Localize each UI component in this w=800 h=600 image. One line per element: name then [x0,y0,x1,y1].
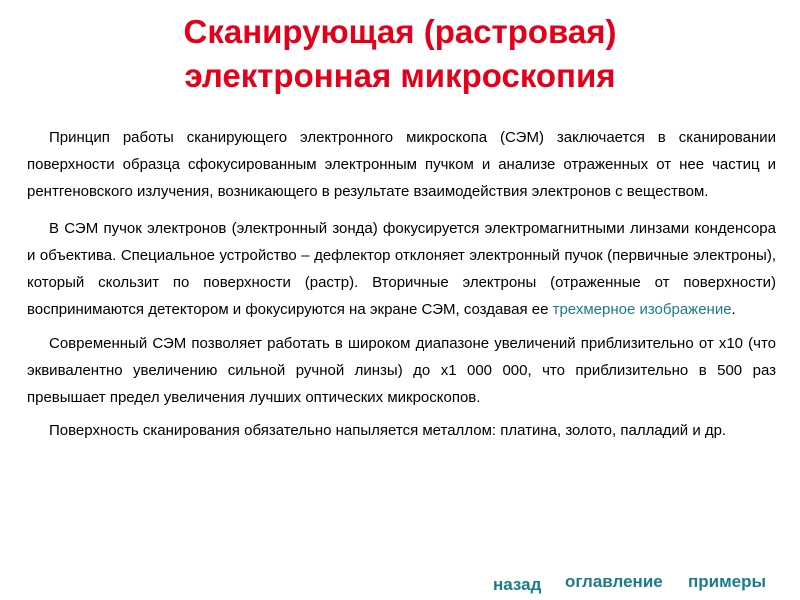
paragraph-coating: Поверхность сканирования обязательно напыляется металлом: платина, золото, палладий и др. [49,422,727,439]
contents-link[interactable]: оглавление [565,572,663,591]
paragraph-beam-text: В СЭМ пучок электронов (электронный зонда) фокусируется электромагнитными линзами конденсора и объектива. Специальное устройство – дефлектор отклоняет электронный пучок (первичные электроны), который скользит по поверхности (растр). Вторичные электроны (отраженные от поверхности) воспринимаются детектором и фокусируются на экране СЭМ, создавая ее [27,220,776,318]
page-title-line-1: Сканирующая (растровая) [183,13,617,50]
main-content [27,124,776,444]
examples-link[interactable]: примеры [688,572,767,591]
paragraph-beam-end: . [731,301,736,318]
paragraph-beam [27,215,776,323]
3d-image-link[interactable]: трехмерное изображение [552,301,732,318]
bottom-navigation [0,569,800,597]
page-title [0,10,800,98]
back-link[interactable]: назад [493,575,542,594]
page-title-line-2: электронная микроскопия [184,57,616,94]
paragraph-principle: Принцип работы сканирующего электронного микроскопа (СЭМ) заключается в сканировании поверхности образца сфокусированным электронным пучком и анализе отраженных от нее частиц и рентгеновского излучения, возникающего в результате взаимодействия электронов с веществом. [27,129,776,200]
paragraph-magnification: Современный СЭМ позволяет работать в широком диапазоне увеличений приблизительно от х10 (что эквивалентно увеличению сильной ручной линзы) до х1 000 000, что приблизительно в 500 раз превышает предел увеличения лучших оптических микроскопов. [27,335,776,406]
